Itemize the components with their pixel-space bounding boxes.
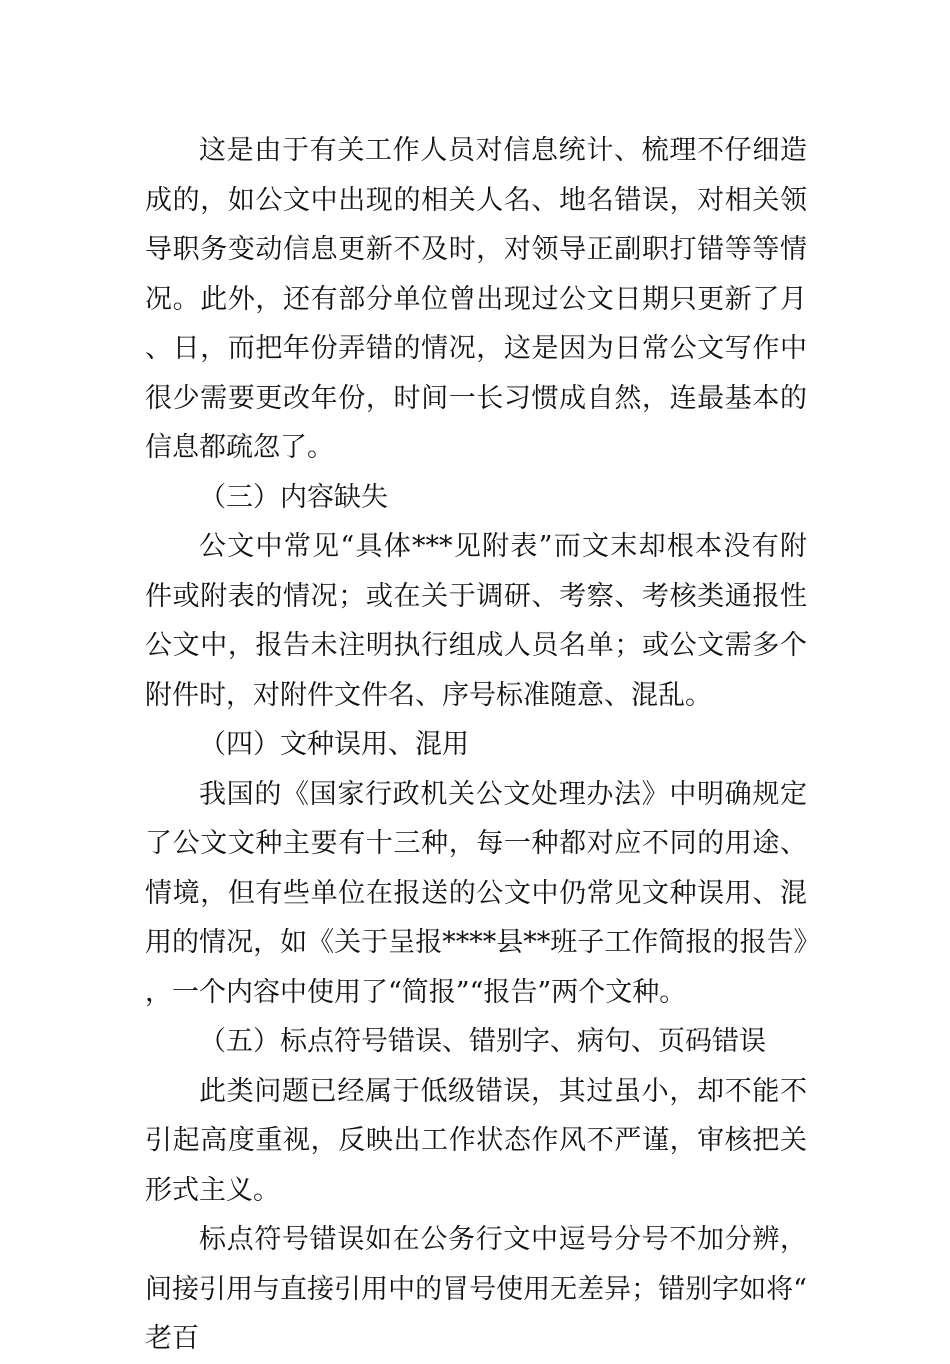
- paragraph-punctuation-errors: 标点符号错误如在公务行文中逗号分号不加分辨，间接引用与直接引用中的冒号使用无差异；错别字如将“老百: [145, 1224, 807, 1354]
- paragraph-info-errors: 这是由于有关工作人员对信息统计、梳理不仔细造成的，如公文中出现的相关人名、地名错误，对相关领导职务变动信息更新不及时，对领导正副职打错等等情况。此外，还有部分单位曾出现过公文日期只更新了月、日，而把年份弄错的情况，这是因为日常公文写作中很少需要更改年份，时间一长习惯成自然，连最基本的信息都疏忽了。: [145, 135, 807, 463]
- section-heading-3: （三）内容缺失: [199, 481, 388, 513]
- paragraph-missing-content: 公文中常见“具体***见附表”而文末却根本没有附件或附表的情况；或在关于调研、考察、考核类通报性公文中，报告未注明执行组成人员名单；或公文需多个附件时，对附件文件名、序号标准随意、混乱。: [145, 531, 807, 711]
- section-heading-5: （五）标点符号错误、错别字、病句、页码错误: [199, 1026, 766, 1057]
- paragraph-low-level-errors: 此类问题已经属于低级错误，其过虽小，却不能不引起高度重视，反映出工作状态作风不严谨，审核把关形式主义。: [145, 1075, 807, 1206]
- document-body: [145, 126, 807, 1364]
- paragraph-document-types: 我国的《国家行政机关公文处理办法》中明确规定了公文文种主要有十三种，每一种都对应不同的用途、情境，但有些单位在报送的公文中仍常见文种误用、混用的情况，如《关于呈报****县**班子工作简报的报告》，一个内容中使用了“简报”“报告”两个文种。: [145, 778, 807, 1008]
- section-heading-4: （四）文种误用、混用: [199, 729, 469, 760]
